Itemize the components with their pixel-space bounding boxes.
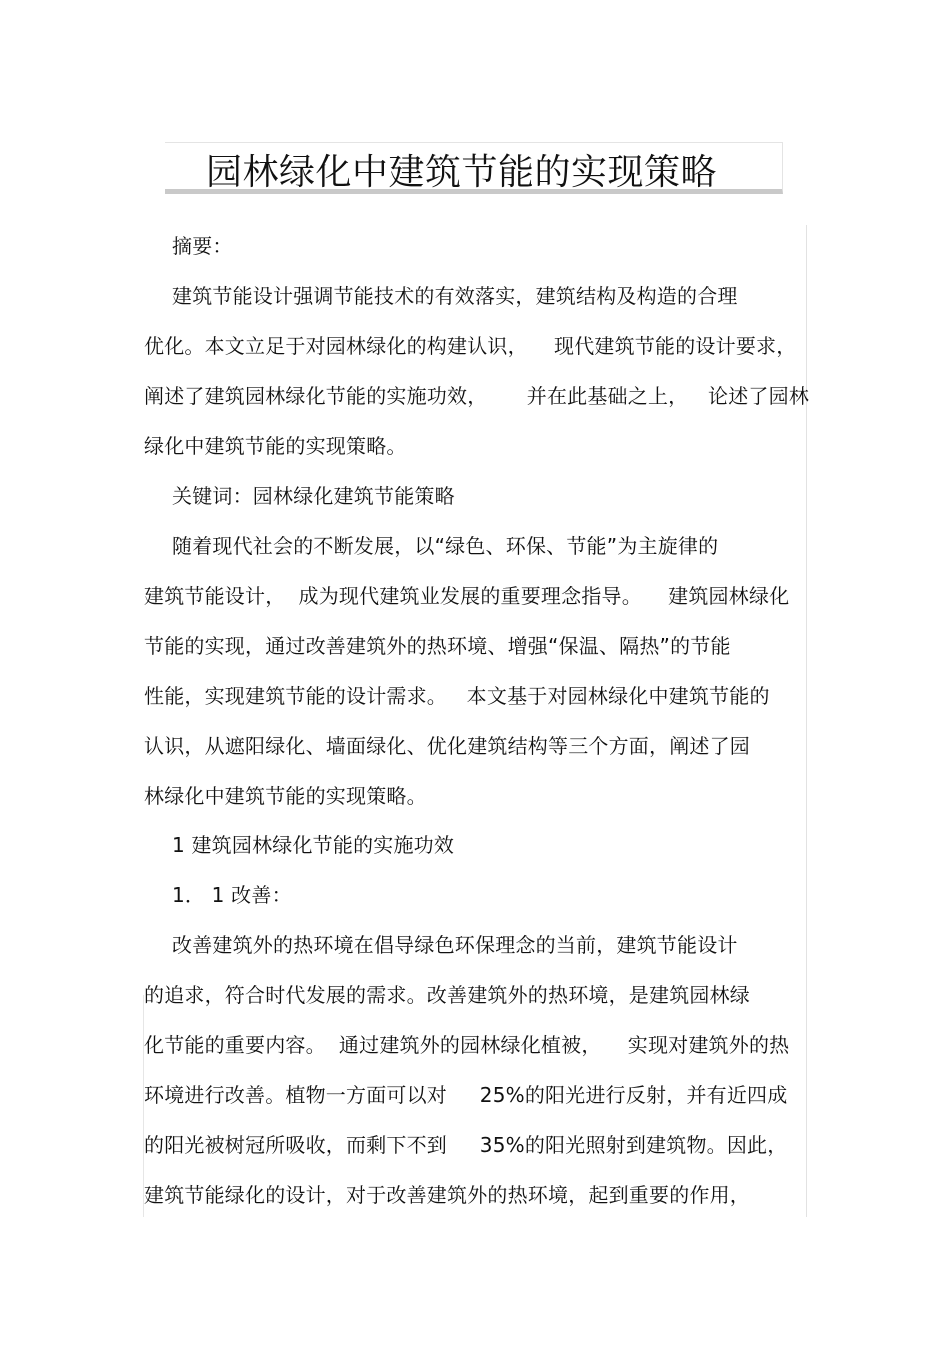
subsection-heading: 1． 1 改善： <box>172 883 292 907</box>
paragraph-line: 节能的实现，通过改善建筑外的热环境、增强“保温、隔热”的节能 <box>144 634 731 658</box>
abstract-heading: 摘要： <box>172 234 233 258</box>
paragraph-line: 绿化中建筑节能的实现策略。 <box>144 434 407 458</box>
paragraph-line: 建筑节能绿化的设计，对于改善建筑外的热环境，起到重要的作用， <box>144 1183 750 1207</box>
page-border-right <box>806 225 807 1217</box>
paragraph-line: 性能，实现建筑节能的设计需求。 本文基于对园林绿化中建筑节能的 <box>144 684 770 708</box>
paragraph-line: 随着现代社会的不断发展，以“绿色、环保、节能”为主旋律的 <box>172 534 719 558</box>
paragraph-line: 优化。本文立足于对园林绿化的构建认识， 现代建筑节能的设计要求， <box>144 334 797 358</box>
keywords-line: 关键词：园林绿化建筑节能策略 <box>172 484 455 508</box>
paragraph-line: 的阳光被树冠所吸收，而剩下不到 35%的阳光照射到建筑物。因此， <box>144 1133 788 1157</box>
paragraph-line: 化节能的重要内容。 通过建筑外的园林绿化植被， 实现对建筑外的热 <box>144 1033 790 1057</box>
paragraph-line: 建筑节能设计， 成为现代建筑业发展的重要理念指导。 建筑园林绿化 <box>144 584 790 608</box>
paragraph-line: 的追求，符合时代发展的需求。改善建筑外的热环境，是建筑园林绿 <box>144 983 750 1007</box>
paragraph-line: 建筑节能设计强调节能技术的有效落实，建筑结构及构造的合理 <box>172 284 738 308</box>
paragraph-line: 认识，从遮阳绿化、墙面绿化、优化建筑结构等三个方面，阐述了园 <box>144 734 750 758</box>
paragraph-line: 阐述了建筑园林绿化节能的实施功效， 并在此基础之上， 论述了园林 <box>144 384 810 408</box>
document-title: 园林绿化中建筑节能的实现策略 <box>206 152 718 193</box>
paragraph-line: 环境进行改善。植物一方面可以对 25%的阳光进行反射，并有近四成 <box>144 1083 788 1107</box>
section-heading: 1 建筑园林绿化节能的实施功效 <box>172 833 455 857</box>
paragraph-line: 改善建筑外的热环境在倡导绿色环保理念的当前，建筑节能设计 <box>172 933 738 957</box>
paragraph-line: 林绿化中建筑节能的实现策略。 <box>144 784 427 808</box>
